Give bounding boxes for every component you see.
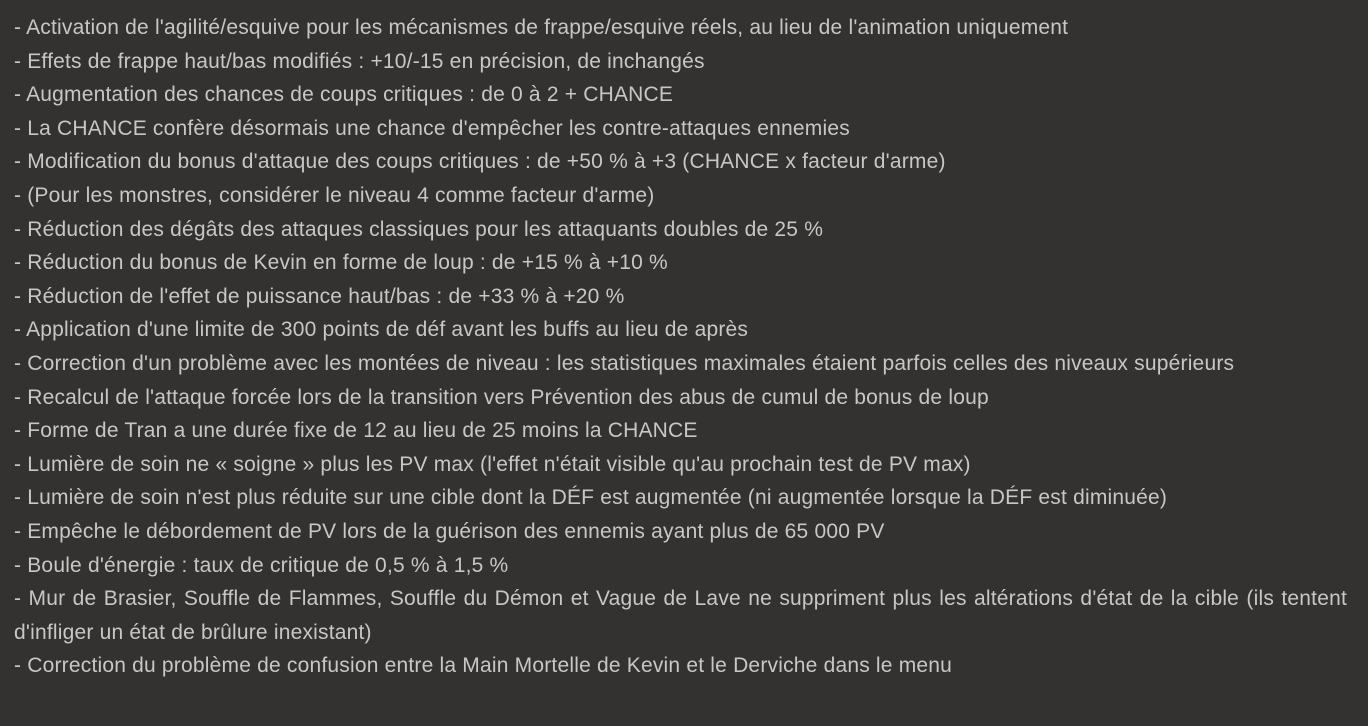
patch-note-line: - Réduction des dégâts des attaques classiques pour les attaquants doubles de 25 % <box>14 217 824 241</box>
patch-note-line: - Recalcul de l'attaque forcée lors de la transition vers Prévention des abus de cumul de bonus de loup <box>14 385 989 409</box>
patch-note-line: - Effets de frappe haut/bas modifiés : +10/-15 en précision, de inchangés <box>14 49 705 73</box>
patch-note-line: - Réduction du bonus de Kevin en forme de loup : de +15 % à +10 % <box>14 251 668 275</box>
patch-note-line: - (Pour les monstres, considérer le niveau 4 comme facteur d'arme) <box>14 183 655 207</box>
patch-note-line: - Boule d'énergie : taux de critique de 0,5 % à 1,5 % <box>14 553 509 577</box>
patch-note-line: - Empêche le débordement de PV lors de la guérison des ennemis ayant plus de 65 000 PV <box>14 519 885 543</box>
patch-note-line: - Lumière de soin n'est plus réduite sur une cible dont la DÉF est augmentée (ni augmentée lorsque la DÉF est diminuée) <box>14 486 1168 510</box>
patch-note-line: - Forme de Tran a une durée fixe de 12 au lieu de 25 moins la CHANCE <box>14 419 698 443</box>
patch-note-line: - Mur de Brasier, Souffle de Flammes, Souffle du Démon et Vague de Lave ne suppriment plus les altérations d'état de la cible (ils tentent d'infliger un état de brûlure inexistant) <box>14 587 1347 644</box>
patch-note-line: - Correction du problème de confusion entre la Main Mortelle de Kevin et le Derviche dans le menu <box>14 654 953 678</box>
patch-note-line: - La CHANCE confère désormais une chance d'empêcher les contre-attaques ennemies <box>14 116 850 140</box>
patch-note-line: - Correction d'un problème avec les montées de niveau : les statistiques maximales étaient parfois celles des niveaux supérieurs <box>14 351 1235 375</box>
patch-note-line: - Réduction de l'effet de puissance haut/bas : de +33 % à +20 % <box>14 284 625 308</box>
patch-note-line: - Lumière de soin ne « soigne » plus les PV max (l'effet n'était visible qu'au prochain test de PV max) <box>14 452 971 476</box>
patch-note-line: - Application d'une limite de 300 points de déf avant les buffs au lieu de après <box>14 318 749 342</box>
patch-note-line: - Augmentation des chances de coups critiques : de 0 à 2 + CHANCE <box>14 83 674 107</box>
patch-note-line: - Activation de l'agilité/esquive pour les mécanismes de frappe/esquive réels, au lieu de l'animation uniquement <box>14 16 1069 39</box>
patch-note-line: - Modification du bonus d'attaque des coups critiques : de +50 % à +3 (CHANCE x facteur d'arme) <box>14 150 946 174</box>
